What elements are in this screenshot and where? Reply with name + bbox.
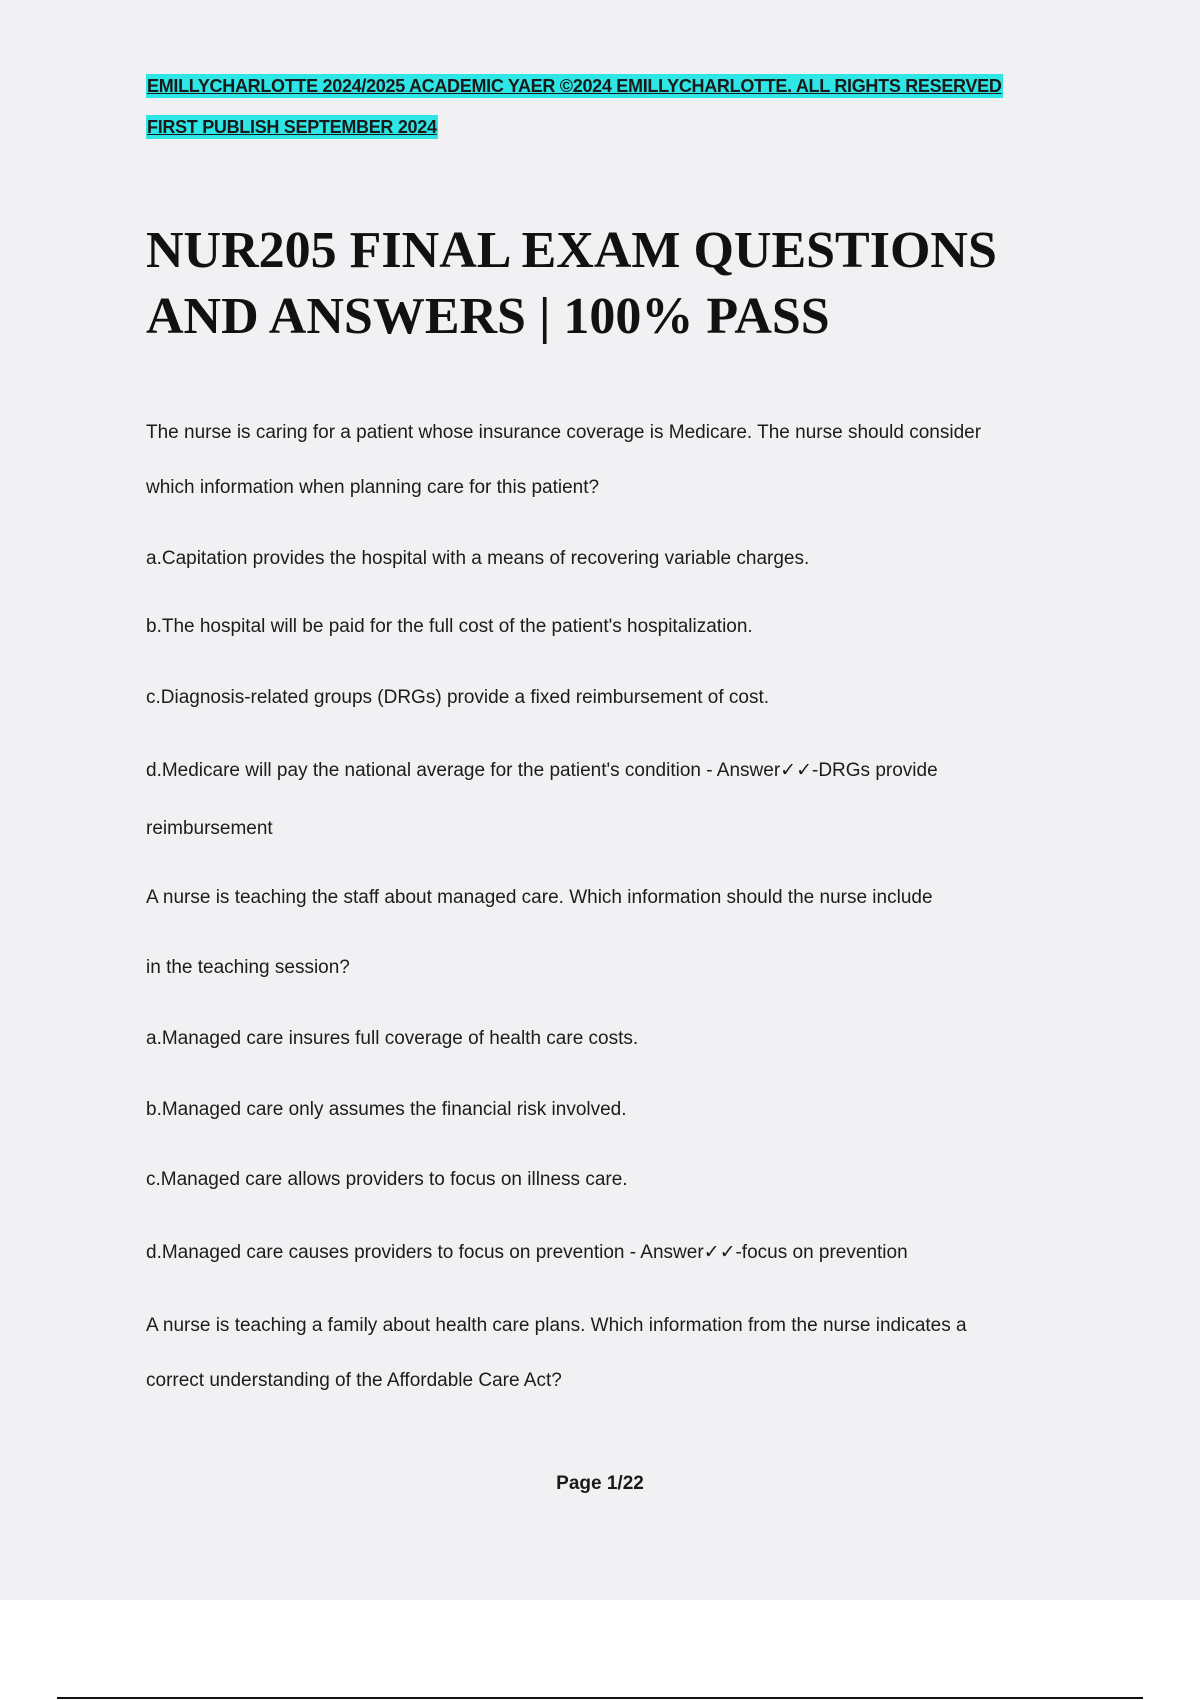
question-2-option-d-answer: d.Managed care causes providers to focus on prevention - Answer✓✓-focus on prevention — [146, 1242, 908, 1263]
next-page-divider — [57, 1697, 1143, 1699]
question-1-option-d-answer: d.Medicare will pay the national average for the patient's condition - Answer✓✓-DRGs provide — [146, 760, 938, 781]
question-2-text-line-1: A nurse is teaching the staff about managed care. Which information should the nurse include — [146, 887, 933, 908]
question-1-option-a: a.Capitation provides the hospital with a means of recovering variable charges. — [146, 548, 810, 569]
question-2-text-line-2: in the teaching session? — [146, 957, 350, 978]
page-number: Page 1/22 — [556, 1473, 644, 1494]
question-3-text-line-2: correct understanding of the Affordable Care Act? — [146, 1370, 562, 1391]
publish-date-header-line: FIRST PUBLISH SEPTEMBER 2024 — [147, 117, 437, 137]
question-2-option-b: b.Managed care only assumes the financial risk involved. — [146, 1099, 627, 1120]
question-1-answer-continued: reimbursement — [146, 818, 273, 839]
question-2-option-c: c.Managed care allows providers to focus on illness care. — [146, 1169, 628, 1190]
question-3-text-line-1: A nurse is teaching a family about health care plans. Which information from the nurse indicates a — [146, 1315, 967, 1336]
question-1-option-b: b.The hospital will be paid for the full cost of the patient's hospitalization. — [146, 616, 753, 637]
question-2-option-a: a.Managed care insures full coverage of health care costs. — [146, 1028, 639, 1049]
question-1-text-line-2: which information when planning care for this patient? — [146, 477, 600, 498]
document-title: NUR205 FINAL EXAM QUESTIONS AND ANSWERS | 100% PASS — [146, 222, 997, 345]
question-1-text-line-1: The nurse is caring for a patient whose insurance coverage is Medicare. The nurse should consider — [146, 422, 982, 443]
question-1-option-c: c.Diagnosis-related groups (DRGs) provide a fixed reimbursement of cost. — [146, 687, 770, 708]
copyright-header-line: EMILLYCHARLOTTE 2024/2025 ACADEMIC YAER ©2024 EMILLYCHARLOTTE. ALL RIGHTS RESERVED — [147, 76, 1002, 96]
